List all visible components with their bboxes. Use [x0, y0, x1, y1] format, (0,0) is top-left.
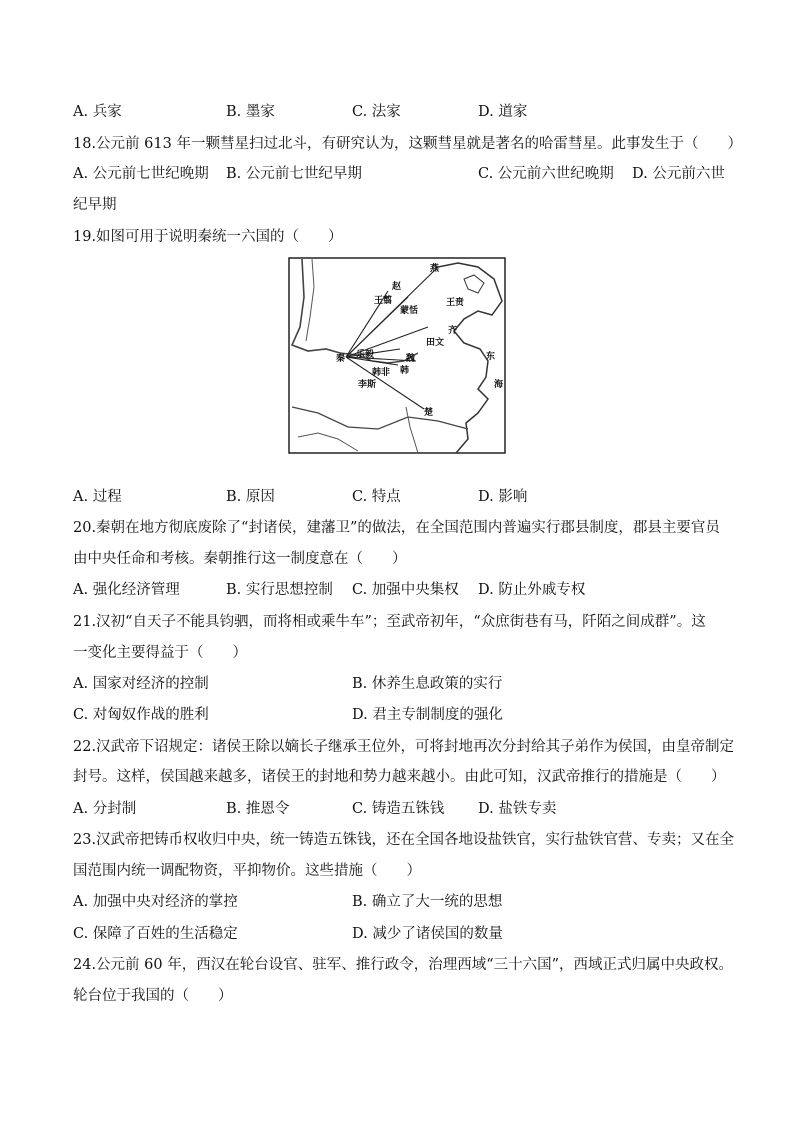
q17-option-a[interactable]: A. 兵家 — [73, 104, 122, 120]
q18-option-a[interactable]: A. 公元前七世纪晚期 — [73, 166, 209, 182]
q22-option-d[interactable]: D. 盐铁专卖 — [478, 801, 557, 817]
q23-option-c[interactable]: C. 保障了百姓的生活稳定 — [73, 926, 238, 942]
q22-option-a[interactable]: A. 分封制 — [73, 801, 137, 817]
map-label-chu: 楚 — [424, 408, 434, 418]
q24-stem-line-1: 24.公元前 60 年，西汉在轮台设官、驻军、推行政令，治理西域“三十六国”，西域正式归属中央政权。 — [73, 957, 734, 973]
q21-option-d[interactable]: D. 君主专制制度的强化 — [352, 707, 503, 723]
q20-option-b[interactable]: B. 实行思想控制 — [226, 582, 333, 598]
map-label-han-fei: 韩非 — [372, 368, 391, 378]
q17-option-b[interactable]: B. 墨家 — [226, 104, 275, 120]
map-label-yue-yi: 乐毅 — [356, 350, 375, 360]
q24-stem-line-2: 轮台位于我国的（ ） — [73, 988, 233, 1004]
q20-option-a[interactable]: A. 强化经济管理 — [73, 582, 180, 598]
q22-stem-line-1: 22.汉武帝下诏规定：诸侯王除以嫡长子继承王位外，可将封地再次分封给其子弟作为侯国，由皇帝制定 — [73, 739, 735, 755]
q17-option-c[interactable]: C. 法家 — [352, 104, 401, 120]
q20-stem-line-2: 由中央任命和考核。秦朝推行这一制度意在（ ） — [73, 551, 407, 567]
q19-option-c[interactable]: C. 特点 — [352, 489, 401, 505]
q20-option-d[interactable]: D. 防止外戚专权 — [478, 582, 586, 598]
map-label-wang-jian: 王翦 — [374, 296, 393, 306]
q19-option-b[interactable]: B. 原因 — [226, 489, 275, 505]
qin-unification-map — [288, 257, 506, 454]
map-label-wei: 魏 — [406, 354, 416, 364]
q18-option-d[interactable]: D. 公元前六世 — [632, 166, 725, 182]
q18-option-d-continuation: 纪早期 — [73, 197, 117, 213]
q21-option-a[interactable]: A. 国家对经济的控制 — [73, 676, 209, 692]
q20-stem-line-1: 20.秦朝在地方彻底废除了“封诸侯，建藩卫”的做法，在全国范围内普遍实行郡县制度，郡县主要官员 — [73, 520, 720, 536]
q20-option-c[interactable]: C. 加强中央集权 — [352, 582, 459, 598]
q22-option-c[interactable]: C. 铸造五铢钱 — [352, 801, 445, 817]
map-label-meng-tian: 蒙恬 — [400, 306, 419, 316]
q18-option-b[interactable]: B. 公元前七世纪早期 — [226, 166, 362, 182]
q21-stem-line-1: 21.汉初“自天子不能具钧驷，而将相或乘牛车”；至武帝初年，“众庶街巷有马，阡陌之间成群”。这 — [73, 614, 706, 630]
q23-option-b[interactable]: B. 确立了大一统的思想 — [352, 894, 503, 910]
map-label-wang-ben: 王贲 — [446, 298, 465, 308]
q18-stem: 18.公元前 613 年一颗彗星扫过北斗，有研究认为，这颗彗星就是著名的哈雷彗星。此事发生于（ ） — [73, 136, 742, 152]
q21-option-c[interactable]: C. 对匈奴作战的胜利 — [73, 707, 209, 723]
q19-option-a[interactable]: A. 过程 — [73, 489, 122, 505]
q19-stem: 19.如图可用于说明秦统一六国的（ ） — [73, 229, 343, 245]
map-label-sea: 海 — [494, 380, 504, 390]
q22-stem-line-2: 封号。这样，侯国越来越多，诸侯王的封地和势力越来越小。由此可知，汉武帝推行的措施是（ ） — [73, 769, 726, 785]
map-label-qi: 齐 — [448, 326, 458, 336]
q21-stem-line-2: 一变化主要得益于（ ） — [73, 645, 247, 661]
map-label-east: 东 — [486, 352, 496, 362]
q23-option-d[interactable]: D. 减少了诸侯国的数量 — [352, 926, 503, 942]
map-label-han: 韩 — [400, 366, 410, 376]
q23-stem-line-1: 23.汉武帝把铸币权收归中央，统一铸造五铢钱，还在全国各地设盐铁官，实行盐铁官营、专卖；又在全 — [73, 832, 735, 848]
map-label-yan: 燕 — [430, 264, 440, 274]
q22-option-b[interactable]: B. 推恩令 — [226, 801, 290, 817]
q19-option-d[interactable]: D. 影响 — [478, 489, 528, 505]
map-label-tian-wen: 田文 — [426, 338, 445, 348]
map-label-zhao: 赵 — [392, 282, 402, 292]
q17-option-d[interactable]: D. 道家 — [478, 104, 528, 120]
map-label-qin: 秦 — [336, 354, 346, 364]
q23-stem-line-2: 国范围内统一调配物资，平抑物价。这些措施（ ） — [73, 863, 421, 879]
q21-option-b[interactable]: B. 休养生息政策的实行 — [352, 676, 503, 692]
q23-option-a[interactable]: A. 加强中央对经济的掌控 — [73, 894, 238, 910]
map-label-li-si: 李斯 — [358, 380, 377, 390]
q18-option-c[interactable]: C. 公元前六世纪晚期 — [478, 166, 614, 182]
